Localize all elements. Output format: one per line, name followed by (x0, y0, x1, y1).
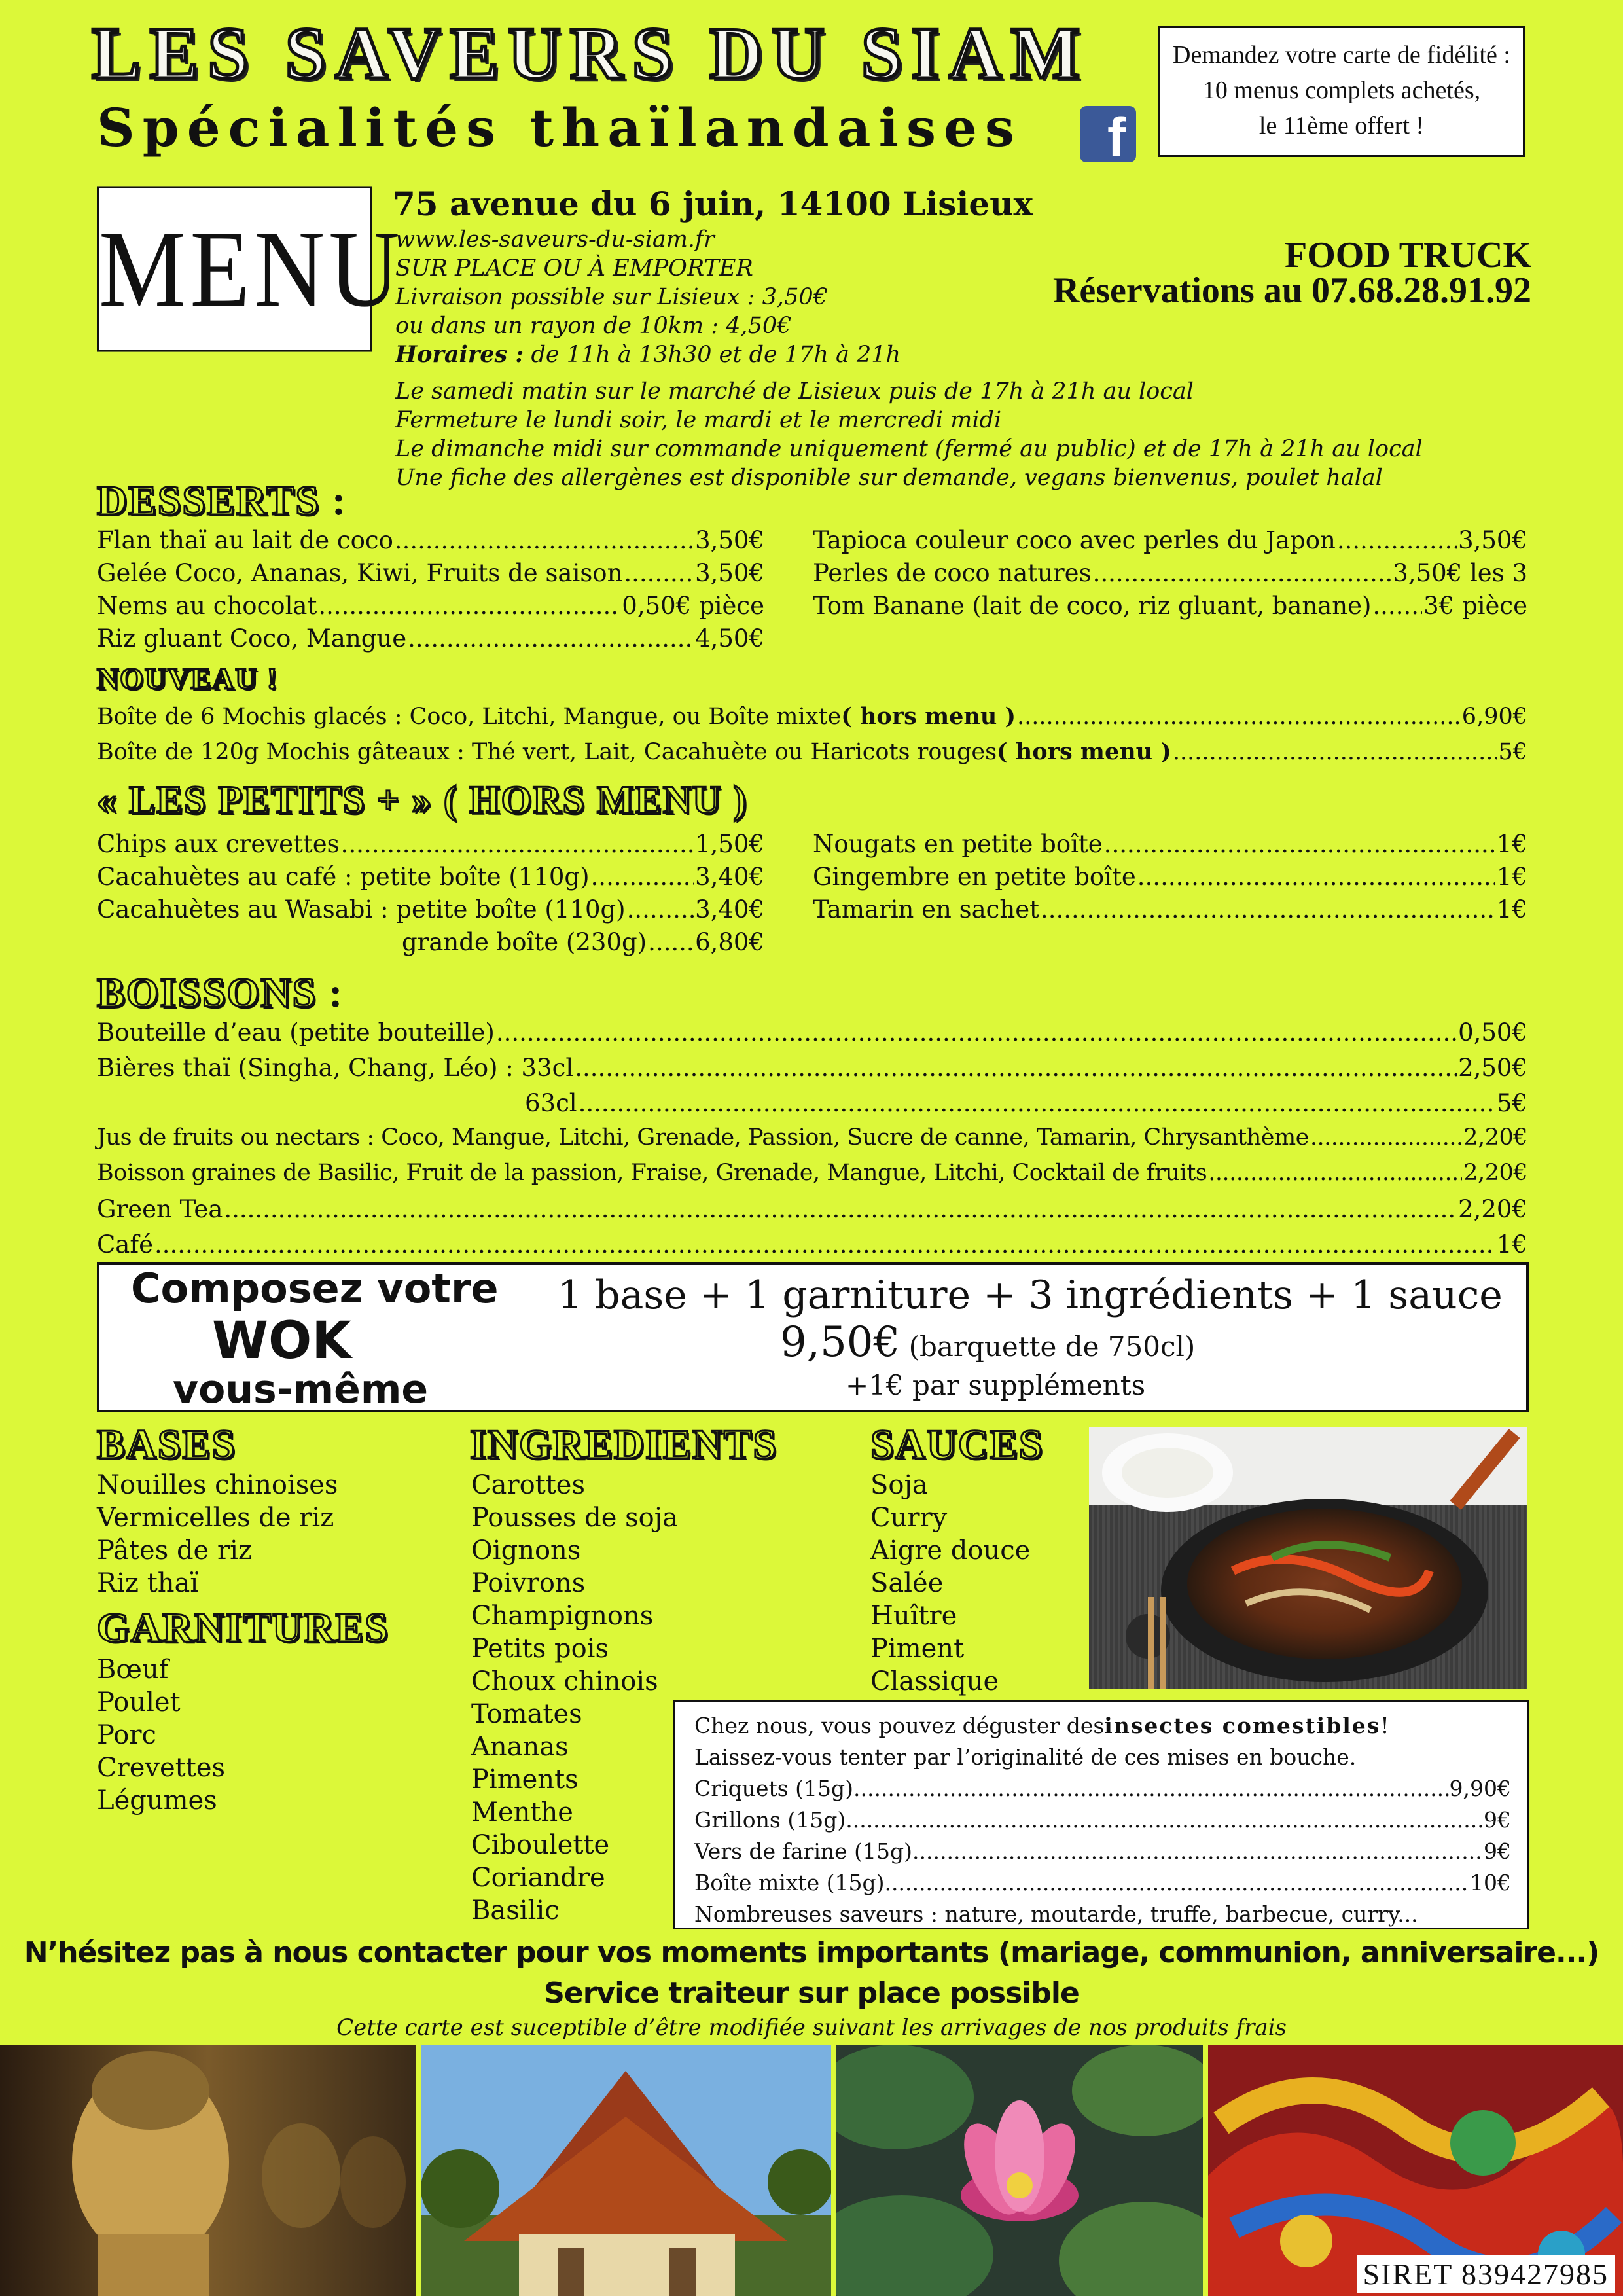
insects-intro-line-2: Laissez-vous tenter par l’originalité de ces mises en bouche. (694, 1744, 1357, 1770)
fidelity-line-3: le 11ème offert ! (1258, 112, 1425, 139)
ingredient-item: Coriandre (471, 1863, 605, 1893)
base-item: Riz thaï (97, 1568, 199, 1598)
drink-item: 63cl ..... 5€ (97, 1089, 1527, 1124)
catering-note: Service traiteur sur place possible (544, 1977, 1079, 2010)
sunday-info: Le dimanche midi sur commande uniquement (fermé au public) et de 17h à 21h au local (395, 436, 1423, 462)
garniture-item: Poulet (97, 1687, 181, 1717)
siret-number: SIRET 839427985 (1357, 2255, 1615, 2293)
menu-label: MENU (97, 186, 372, 351)
insect-item: Criquets (15g) ..... 9,90€ (694, 1773, 1511, 1804)
ingredient-item: Basilic (471, 1895, 560, 1926)
drink-item: Green Tea ..... 2,20€ (97, 1195, 1527, 1230)
dessert-item: Riz gluant Coco, Mangue ..... 4,50€ (97, 624, 764, 657)
delivery-lisieux: Livraison possible sur Lisieux : 3,50€ (395, 284, 828, 310)
garniture-item: Porc (97, 1720, 156, 1750)
reservations-phone[interactable]: Réservations au 07.68.28.91.92 (1052, 270, 1531, 311)
garnitures-heading: GARNITURES (97, 1604, 389, 1651)
website-link[interactable]: www.les-saveurs-du-siam.fr (395, 226, 715, 253)
closing-info: Fermeture le lundi soir, le mardi et le mercredi midi (395, 407, 1002, 433)
garniture-item: Légumes (97, 1785, 217, 1816)
food-truck-label: FOOD TRUCK (1285, 235, 1531, 276)
ingredient-item: Carottes (471, 1470, 586, 1500)
sauce-item: Classique (870, 1666, 999, 1696)
sauce-item: Huître (870, 1601, 957, 1631)
ingredient-item: Tomates (471, 1699, 582, 1729)
service-type: SUR PLACE OU À EMPORTER (395, 255, 753, 281)
ingredient-item: Ananas (471, 1732, 569, 1762)
insect-item: Boîte mixte (15g) ..... 10€ (694, 1867, 1511, 1899)
restaurant-title: LES SAVEURS DU SIAM (92, 13, 1090, 94)
wok-extra-charge: +1€ par suppléments (846, 1369, 1146, 1401)
base-item: Vermicelles de riz (97, 1503, 334, 1533)
petits-item: Nougats en petite boîte ..... 1€ (813, 830, 1527, 863)
desserts-left-list (97, 526, 764, 657)
petits-item: Cacahuètes au café : petite boîte (110g) ..... 3,40€ (97, 863, 764, 895)
nouveau-heading: NOUVEAU ! (97, 662, 279, 695)
sauces-list (870, 1469, 1030, 1698)
dessert-item: Gelée Coco, Ananas, Kiwi, Fruits de saison ..... 3,50€ (97, 559, 764, 592)
sauce-item: Curry (870, 1503, 948, 1533)
ingredient-item: Menthe (471, 1797, 573, 1827)
ingredient-item: Champignons (471, 1601, 654, 1631)
address: 75 avenue du 6 juin, 14100 Lisieux (393, 185, 1033, 223)
facebook-icon[interactable]: f (1080, 106, 1136, 162)
wok-title-line-2: WOK (212, 1312, 351, 1371)
dessert-item: Tapioca couleur coco avec perles du Japon ..... 3,50€ (813, 526, 1527, 559)
nouveau-item: Boîte de 6 Mochis glacés : Coco, Litchi, Mangue, ou Boîte mixte ( hors menu ) ..... 6,90€ (97, 703, 1527, 738)
sauce-item: Soja (870, 1470, 928, 1500)
wok-compose-box (97, 1262, 1529, 1412)
ingredients-list (471, 1469, 678, 1927)
ingredient-item: Oignons (471, 1535, 581, 1566)
saturday-info: Le samedi matin sur le marché de Lisieux puis de 17h à 21h au local (395, 378, 1194, 404)
desserts-heading: DESSERTS : (97, 477, 348, 524)
sauce-item: Piment (870, 1634, 965, 1664)
ingredient-item: Poivrons (471, 1568, 586, 1598)
insects-flavors: Nombreuses saveurs : nature, moutarde, truffe, barbecue, curry... (694, 1901, 1418, 1927)
wok-title-line-1: Composez votre (131, 1265, 499, 1312)
drink-item: Café ..... 1€ (97, 1230, 1527, 1266)
restaurant-subtitle: Spécialités thaïlandaises (97, 97, 1022, 158)
dessert-item: Nems au chocolat ..... 0,50€ pièce (97, 592, 764, 624)
ingredient-item: Piments (471, 1765, 579, 1795)
base-item: Pâtes de riz (97, 1535, 252, 1566)
sauces-heading: SAUCES (870, 1421, 1044, 1467)
garniture-item: Crevettes (97, 1753, 226, 1783)
contact-note: N’hésitez pas à nous contacter pour vos moments importants (mariage, communion, anniversaire...) (24, 1936, 1599, 1969)
edible-insects-box (673, 1700, 1529, 1929)
sauce-item: Salée (870, 1568, 944, 1598)
bases-list (97, 1469, 338, 1600)
petits-heading: « LES PETITS + » ( HORS MENU ) (97, 778, 748, 821)
desserts-right-list (813, 526, 1527, 624)
fidelity-card-box (1158, 26, 1525, 157)
petits-left-list (97, 830, 764, 961)
boissons-heading: BOISSONS : (97, 969, 344, 1016)
delivery-radius: ou dans un rayon de 10km : 4,50€ (395, 313, 792, 339)
wok-price: 9,50€ (barquette de 750cl) (780, 1318, 1196, 1367)
boissons-list (97, 1018, 1527, 1266)
ingredient-item: Petits pois (471, 1634, 609, 1664)
drink-item: Bouteille d’eau (petite bouteille) ..... 0,50€ (97, 1018, 1527, 1054)
petits-item: Tamarin en sachet ..... 1€ (813, 895, 1527, 928)
ingredient-item: Ciboulette (471, 1830, 610, 1860)
base-item: Nouilles chinoises (97, 1470, 338, 1500)
bases-heading: BASES (97, 1421, 236, 1467)
petits-item: Gingembre en petite boîte ..... 1€ (813, 863, 1527, 895)
hours-label: Horaires : (395, 341, 524, 368)
wok-dish-photo (1089, 1427, 1527, 1689)
sauce-item: Aigre douce (870, 1535, 1031, 1566)
ingredient-item: Pousses de soja (471, 1503, 678, 1533)
lotus-photo (836, 2045, 1203, 2296)
opening-hours (395, 340, 901, 369)
wok-formula: 1 base + 1 garniture + 3 ingrédients + 1 sauce (558, 1272, 1503, 1318)
hours-value: de 11h à 13h30 et de 17h à 21h (524, 342, 901, 368)
drink-item: Jus de fruits ou nectars : Coco, Mangue, Litchi, Grenade, Passion, Sucre de canne, Tamarin, Chrysanthème ..... 2,20€ (97, 1124, 1527, 1160)
drink-item: Bières thaï (Singha, Chang, Léo) : 33cl ..... 2,50€ (97, 1054, 1527, 1089)
petits-item: grande boîte (230g) ..... 6,80€ (97, 928, 764, 961)
insect-item: Vers de farine (15g) ..... 9€ (694, 1836, 1511, 1867)
fidelity-line-1: Demandez votre carte de fidélité : (1173, 41, 1510, 69)
garniture-item: Bœuf (97, 1655, 169, 1685)
menu-disclaimer: Cette carte est suceptible d’être modifiée suivant les arrivages de nos produits frais (336, 2015, 1287, 2041)
wok-title-line-3: vous-même (173, 1367, 429, 1412)
ingredient-item: Choux chinois (471, 1666, 658, 1696)
drink-item: Boisson graines de Basilic, Fruit de la passion, Fraise, Grenade, Mangue, Litchi, Cocktail de fruits ..... 2,20€ (97, 1160, 1527, 1195)
buddha-photo (0, 2045, 416, 2296)
dessert-item: Flan thaï au lait de coco ..... 3,50€ (97, 526, 764, 559)
fidelity-line-2: 10 menus complets achetés, (1202, 77, 1481, 104)
petits-item: Chips aux crevettes ..... 1,50€ (97, 830, 764, 863)
ingredients-heading: INGREDIENTS (470, 1421, 778, 1467)
petits-item: Cacahuètes au Wasabi : petite boîte (110g) ..... 3,40€ (97, 895, 764, 928)
nouveau-item: Boîte de 120g Mochis gâteaux : Thé vert, Lait, Cacahuète ou Haricots rouges ( hors menu ) ..... 5€ (97, 738, 1527, 774)
insects-intro: Chez nous, vous pouvez déguster des insectes comestibles ! (694, 1713, 1389, 1738)
garnitures-list (97, 1653, 225, 1817)
petits-right-list (813, 830, 1527, 928)
insect-item: Grillons (15g) ..... 9€ (694, 1804, 1511, 1836)
temple-photo (421, 2045, 831, 2296)
nouveau-list (97, 703, 1527, 774)
allergens-info: Une fiche des allergènes est disponible sur demande, vegans bienvenus, poulet halal (395, 465, 1383, 491)
dessert-item: Tom Banane (lait de coco, riz gluant, banane) ..... 3€ pièce (813, 592, 1527, 624)
dessert-item: Perles de coco natures ..... 3,50€ les 3 (813, 559, 1527, 592)
